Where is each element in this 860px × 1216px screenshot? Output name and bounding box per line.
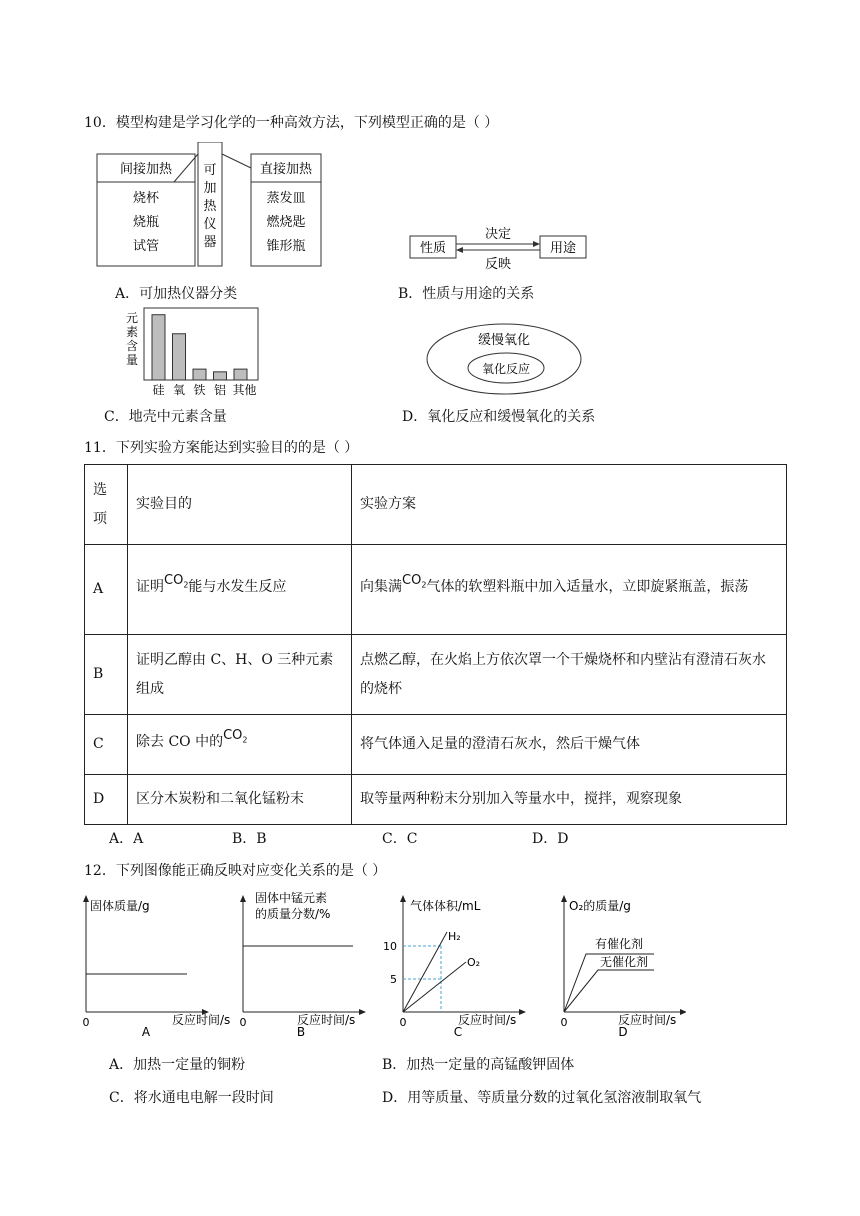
svg-text:缓慢氧化: 缓慢氧化 (477, 333, 531, 348)
q11-stem: 11．下列实验方案能达到实验目的的是（ ） (84, 440, 359, 456)
table-row: D 区分木炭粉和二氧化锰粉末 取等量两种粉末分别加入等量水中，搅拌，观察现象 (85, 775, 787, 825)
svg-text:燃烧匙: 燃烧匙 (266, 215, 306, 230)
svg-text:气体体积/mL: 气体体积/mL (410, 899, 481, 913)
header-option: 选 项 (85, 465, 128, 545)
graph-a (83, 898, 231, 1038)
svg-text:氧化反应: 氧化反应 (481, 362, 531, 376)
svg-text:D: D (618, 1025, 628, 1038)
svg-text:反应时间/s: 反应时间/s (172, 1013, 231, 1027)
co2-formula: $CO_2$ (164, 572, 189, 590)
svg-text:0: 0 (82, 1016, 90, 1029)
table-row: C 除去 CO 中的$CO_2$ 将气体通入足量的澄清石灰水，然后干燥气体 (85, 715, 787, 775)
goal-c: 除去 CO 中的$CO_2$ (128, 715, 352, 775)
svg-text:反映: 反映 (484, 257, 512, 272)
svg-text:的质量分数/%: 的质量分数/% (255, 907, 331, 921)
h2-line (403, 932, 447, 1012)
q11-option-c: C．C (382, 831, 418, 847)
o2-line (403, 962, 466, 1012)
goal-a: 证明$CO_2$能与水发生反应 (128, 545, 352, 635)
q11-option-b: B．B (232, 831, 267, 847)
bar-3 (214, 372, 227, 380)
bar-0 (152, 315, 165, 380)
plan-b: 点燃乙醇，在火焰上方依次罩一个干燥烧杯和内壁沾有澄清石灰水的烧杯 (352, 635, 787, 715)
q11-table (84, 464, 787, 825)
svg-text:性质: 性质 (419, 241, 447, 256)
goal-b: 证明乙醇由 C、H、O 三种元素组成 (128, 635, 352, 715)
graph-d (561, 898, 685, 1038)
bar-1 (173, 334, 186, 380)
diagram-b (408, 220, 590, 274)
bar-label-4: 其他 (232, 383, 257, 397)
svg-text:决定: 决定 (484, 227, 512, 242)
bar-label-2: 铁 (193, 383, 206, 397)
svg-text:10: 10 (383, 940, 397, 953)
q12-option-a: A．加热一定量的铜粉 (109, 1057, 246, 1073)
q12-option-c: C．将水通电电解一段时间 (109, 1090, 274, 1106)
table-row: A 证明$CO_2$能与水发生反应 向集满$CO_2$气体的软塑料瓶中加入适量水，立即旋紧瓶盖，振荡 (85, 545, 787, 635)
svg-text:5: 5 (390, 973, 397, 986)
bar-label-1: 氧 (172, 383, 186, 397)
bar-2 (193, 369, 206, 380)
svg-text:C: C (453, 1025, 463, 1038)
q10-stem: 10．模型构建是学习化学的一种高效方法，下列模型正确的是（ ） (84, 115, 499, 131)
diagram-d (424, 320, 586, 398)
svg-text:固体中锰元素: 固体中锰元素 (255, 891, 328, 905)
q10-option-a: A．可加热仪器分类 (115, 286, 238, 302)
svg-text:烧杯: 烧杯 (132, 191, 160, 206)
svg-text:仪: 仪 (203, 217, 217, 232)
diagram-a (96, 142, 324, 268)
plan-d: 取等量两种粉末分别加入等量水中，搅拌，观察现象 (352, 775, 787, 825)
svg-text:元: 元 (125, 311, 139, 325)
plan-c: 将气体通入足量的澄清石灰水，然后干燥气体 (352, 715, 787, 775)
svg-text:0: 0 (399, 1016, 407, 1029)
svg-text:热: 热 (203, 199, 217, 214)
svg-text:反应时间/s: 反应时间/s (297, 1013, 356, 1027)
svg-text:含: 含 (125, 339, 139, 353)
svg-text:H₂: H₂ (448, 930, 461, 943)
q11-option-d: D．D (532, 831, 569, 847)
header-goal: 实验目的 (128, 465, 352, 545)
q10-option-b: B．性质与用途的关系 (398, 286, 535, 302)
graph-b (240, 890, 364, 1038)
svg-text:B: B (296, 1025, 306, 1038)
svg-text:0: 0 (560, 1016, 568, 1029)
svg-text:加: 加 (203, 181, 217, 196)
svg-text:A: A (141, 1025, 151, 1038)
svg-text:素: 素 (125, 325, 139, 339)
q10-option-d: D．氧化反应和缓慢氧化的关系 (402, 409, 596, 425)
svg-text:0: 0 (239, 1016, 247, 1029)
q12-graphs (80, 888, 686, 1038)
bar-4 (234, 369, 247, 380)
svg-text:反应时间/s: 反应时间/s (458, 1013, 517, 1027)
header-plan: 实验方案 (352, 465, 787, 545)
indirect-title: 间接加热 (119, 162, 173, 177)
q12-option-d: D．用等质量、等质量分数的过氧化氢溶液制取氧气 (382, 1090, 702, 1106)
svg-text:烧瓶: 烧瓶 (132, 215, 160, 230)
q10-option-c: C．地壳中元素含量 (104, 409, 227, 425)
q12-option-b: B．加热一定量的高锰酸钾固体 (382, 1057, 575, 1073)
co2-formula: $CO_2$ (402, 572, 427, 590)
svg-text:量: 量 (125, 353, 139, 367)
plan-a: 向集满$CO_2$气体的软塑料瓶中加入适量水，立即旋紧瓶盖，振荡 (352, 545, 787, 635)
graph-c (383, 898, 523, 1038)
svg-text:器: 器 (203, 235, 217, 250)
connector-right (222, 154, 251, 168)
svg-text:有催化剂: 有催化剂 (595, 937, 644, 951)
svg-text:固体质量/g: 固体质量/g (90, 899, 150, 913)
svg-text:用途: 用途 (549, 241, 577, 256)
connector-left (174, 154, 198, 182)
bar-label-0: 硅 (152, 383, 165, 397)
q12-stem: 12．下列图像能正确反映对应变化关系的是（ ） (84, 863, 387, 879)
svg-text:反应时间/s: 反应时间/s (618, 1013, 677, 1027)
direct-title: 直接加热 (259, 162, 313, 177)
table-header-row (85, 465, 787, 545)
svg-text:O₂: O₂ (467, 956, 481, 969)
svg-text:可: 可 (203, 163, 217, 178)
svg-text:无催化剂: 无催化剂 (600, 955, 649, 969)
svg-text:试管: 试管 (132, 239, 160, 254)
table-row: B 证明乙醇由 C、H、O 三种元素组成 点燃乙醇，在火焰上方依次罩一个干燥烧杯和内壁沾有澄清石灰水的烧杯 (85, 635, 787, 715)
co2-formula: $CO_2$ (223, 727, 248, 745)
diagram-c-bar-chart (122, 306, 264, 398)
svg-text:O₂的质量/g: O₂的质量/g (569, 899, 631, 913)
goal-d: 区分木炭粉和二氧化锰粉末 (128, 775, 352, 825)
svg-text:蒸发皿: 蒸发皿 (266, 191, 306, 206)
svg-text:锥形瓶: 锥形瓶 (266, 239, 306, 254)
bar-label-3: 铝 (213, 383, 227, 397)
q11-option-a: A．A (109, 831, 144, 847)
